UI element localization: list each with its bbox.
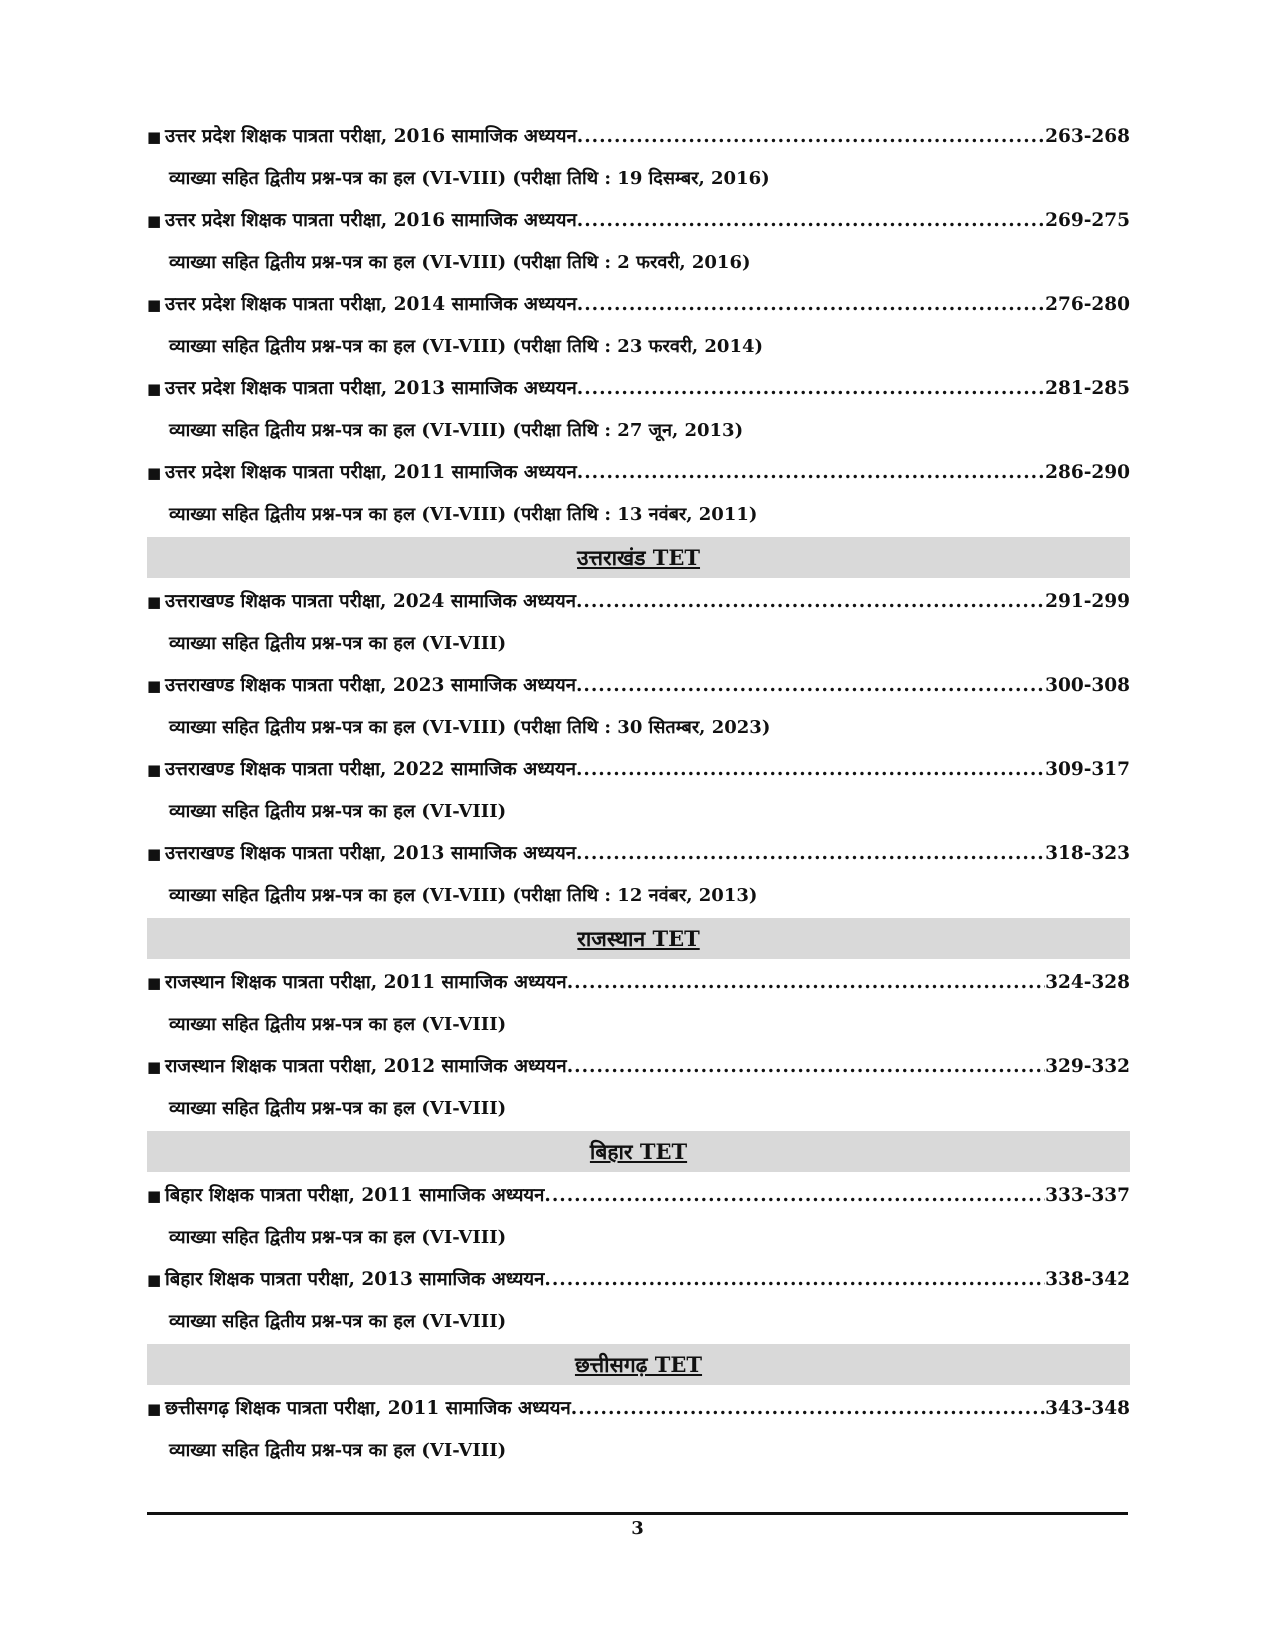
dot-leader xyxy=(577,200,1045,242)
entry-title: उत्तर प्रदेश शिक्षक पात्रता परीक्षा, 2016 सामाजिक अध्ययन xyxy=(165,210,577,231)
toc-entry[interactable] xyxy=(147,1175,1130,1217)
entry-title: छत्तीसगढ़ शिक्षक पात्रता परीक्षा, 2011 सामाजिक अध्ययन xyxy=(165,1398,571,1419)
square-bullet-icon: ■ xyxy=(147,380,162,398)
entry-subtitle: व्याख्या सहित द्वितीय प्रश्न-पत्र का हल (VI-VIII) (परीक्षा तिथि : 30 सितम्बर, 2023) xyxy=(169,717,771,738)
dot-leader xyxy=(577,284,1045,326)
toc-group-rajasthan xyxy=(147,918,1130,1130)
table-of-contents xyxy=(147,116,1130,1472)
section-title: राजस्थान TET xyxy=(577,926,700,951)
square-bullet-icon: ■ xyxy=(147,464,162,482)
page-range: 318-323 xyxy=(1045,843,1130,864)
entry-subtitle: व्याख्या सहित द्वितीय प्रश्न-पत्र का हल (VI-VIII) xyxy=(169,1440,507,1461)
toc-group-bihar xyxy=(147,1131,1130,1343)
toc-entry[interactable] xyxy=(147,368,1130,410)
toc-entry[interactable] xyxy=(147,962,1130,1004)
page-range: 263-268 xyxy=(1045,126,1130,147)
dot-leader xyxy=(576,749,1045,791)
toc-entry[interactable] xyxy=(147,665,1130,707)
entry-subtitle: व्याख्या सहित द्वितीय प्रश्न-पत्र का हल (VI-VIII) xyxy=(169,1311,507,1332)
entry-subtitle: व्याख्या सहित द्वितीय प्रश्न-पत्र का हल (VI-VIII) xyxy=(169,801,507,822)
dot-leader xyxy=(577,368,1045,410)
toc-group-uttar-pradesh xyxy=(147,116,1130,536)
page-range: 338-342 xyxy=(1045,1269,1130,1290)
entry-subtitle: व्याख्या सहित द्वितीय प्रश्न-पत्र का हल (VI-VIII) (परीक्षा तिथि : 27 जून, 2013) xyxy=(169,420,744,441)
entry-title: उत्तराखण्ड शिक्षक पात्रता परीक्षा, 2013 सामाजिक अध्ययन xyxy=(165,843,576,864)
square-bullet-icon: ■ xyxy=(147,677,162,695)
page-range: 286-290 xyxy=(1045,462,1130,483)
toc-entry[interactable] xyxy=(147,581,1130,623)
page-range: 281-285 xyxy=(1045,378,1130,399)
dot-leader xyxy=(544,1175,1045,1217)
entry-title: उत्तर प्रदेश शिक्षक पात्रता परीक्षा, 2013 सामाजिक अध्ययन xyxy=(165,378,577,399)
dot-leader xyxy=(577,452,1045,494)
section-title: बिहार TET xyxy=(589,1139,688,1164)
entry-title: बिहार शिक्षक पात्रता परीक्षा, 2013 सामाजिक अध्ययन xyxy=(165,1269,545,1290)
toc-entry[interactable] xyxy=(147,200,1130,242)
dot-leader xyxy=(576,665,1045,707)
entry-subtitle: व्याख्या सहित द्वितीय प्रश्न-पत्र का हल (VI-VIII) xyxy=(169,1098,507,1119)
footer-divider xyxy=(147,1512,1128,1515)
section-title: उत्तराखंड TET xyxy=(576,545,701,570)
entry-subtitle: व्याख्या सहित द्वितीय प्रश्न-पत्र का हल (VI-VIII) xyxy=(169,1014,507,1035)
page-range: 324-328 xyxy=(1045,972,1130,993)
toc-entry[interactable] xyxy=(147,452,1130,494)
entry-title: बिहार शिक्षक पात्रता परीक्षा, 2011 सामाजिक अध्ययन xyxy=(165,1185,545,1206)
square-bullet-icon: ■ xyxy=(147,128,162,146)
square-bullet-icon: ■ xyxy=(147,593,162,611)
toc-entry[interactable] xyxy=(147,1046,1130,1088)
square-bullet-icon: ■ xyxy=(147,296,162,314)
section-title: छत्तीसगढ़ TET xyxy=(574,1352,703,1377)
entry-title: उत्तर प्रदेश शिक्षक पात्रता परीक्षा, 2011 सामाजिक अध्ययन xyxy=(165,462,577,483)
square-bullet-icon: ■ xyxy=(147,1187,162,1205)
entry-subtitle: व्याख्या सहित द्वितीय प्रश्न-पत्र का हल (VI-VIII) (परीक्षा तिथि : 23 फरवरी, 2014) xyxy=(169,336,764,357)
entry-subtitle: व्याख्या सहित द्वितीय प्रश्न-पत्र का हल (VI-VIII) xyxy=(169,1227,507,1248)
page-range: 309-317 xyxy=(1045,759,1130,780)
page-range: 276-280 xyxy=(1045,294,1130,315)
entry-title: उत्तराखण्ड शिक्षक पात्रता परीक्षा, 2022 सामाजिक अध्ययन xyxy=(165,759,576,780)
toc-entry[interactable] xyxy=(147,1388,1130,1430)
square-bullet-icon: ■ xyxy=(147,212,162,230)
page-number: 3 xyxy=(631,1518,644,1539)
toc-entry[interactable] xyxy=(147,749,1130,791)
toc-entry[interactable] xyxy=(147,1259,1130,1301)
entry-subtitle: व्याख्या सहित द्वितीय प्रश्न-पत्र का हल (VI-VIII) (परीक्षा तिथि : 12 नवंबर, 2013) xyxy=(169,885,758,906)
square-bullet-icon: ■ xyxy=(147,1271,162,1289)
square-bullet-icon: ■ xyxy=(147,1400,162,1418)
dot-leader xyxy=(544,1259,1045,1301)
entry-title: उत्तर प्रदेश शिक्षक पात्रता परीक्षा, 2014 सामाजिक अध्ययन xyxy=(165,294,577,315)
page-range: 333-337 xyxy=(1045,1185,1130,1206)
square-bullet-icon: ■ xyxy=(147,845,162,863)
dot-leader xyxy=(577,116,1045,158)
section-header xyxy=(147,537,1130,578)
entry-subtitle: व्याख्या सहित द्वितीय प्रश्न-पत्र का हल (VI-VIII) xyxy=(169,633,507,654)
page-range: 291-299 xyxy=(1045,591,1130,612)
page-range: 300-308 xyxy=(1045,675,1130,696)
dot-leader xyxy=(571,1388,1045,1430)
entry-subtitle: व्याख्या सहित द्वितीय प्रश्न-पत्र का हल (VI-VIII) (परीक्षा तिथि : 13 नवंबर, 2011) xyxy=(169,504,758,525)
entry-title: उत्तर प्रदेश शिक्षक पात्रता परीक्षा, 2016 सामाजिक अध्ययन xyxy=(165,126,577,147)
toc-group-uttarakhand xyxy=(147,537,1130,917)
section-header xyxy=(147,1344,1130,1385)
entry-title: उत्तराखण्ड शिक्षक पात्रता परीक्षा, 2024 सामाजिक अध्ययन xyxy=(165,591,576,612)
dot-leader xyxy=(576,833,1045,875)
dot-leader xyxy=(567,1046,1045,1088)
toc-entry[interactable] xyxy=(147,833,1130,875)
page-range: 343-348 xyxy=(1045,1398,1130,1419)
entry-title: राजस्थान शिक्षक पात्रता परीक्षा, 2011 सामाजिक अध्ययन xyxy=(165,972,567,993)
page-range: 269-275 xyxy=(1045,210,1130,231)
entry-title: राजस्थान शिक्षक पात्रता परीक्षा, 2012 सामाजिक अध्ययन xyxy=(165,1056,567,1077)
entry-subtitle: व्याख्या सहित द्वितीय प्रश्न-पत्र का हल (VI-VIII) (परीक्षा तिथि : 19 दिसम्बर, 2016) xyxy=(169,168,770,189)
dot-leader xyxy=(567,962,1045,1004)
square-bullet-icon: ■ xyxy=(147,974,162,992)
entry-subtitle: व्याख्या सहित द्वितीय प्रश्न-पत्र का हल (VI-VIII) (परीक्षा तिथि : 2 फरवरी, 2016) xyxy=(169,252,751,273)
section-header xyxy=(147,918,1130,959)
square-bullet-icon: ■ xyxy=(147,761,162,779)
toc-entry[interactable] xyxy=(147,284,1130,326)
section-header xyxy=(147,1131,1130,1172)
dot-leader xyxy=(576,581,1045,623)
toc-group-chhattisgarh xyxy=(147,1344,1130,1472)
toc-entry[interactable] xyxy=(147,116,1130,158)
entry-title: उत्तराखण्ड शिक्षक पात्रता परीक्षा, 2023 सामाजिक अध्ययन xyxy=(165,675,576,696)
square-bullet-icon: ■ xyxy=(147,1058,162,1076)
page-range: 329-332 xyxy=(1045,1056,1130,1077)
